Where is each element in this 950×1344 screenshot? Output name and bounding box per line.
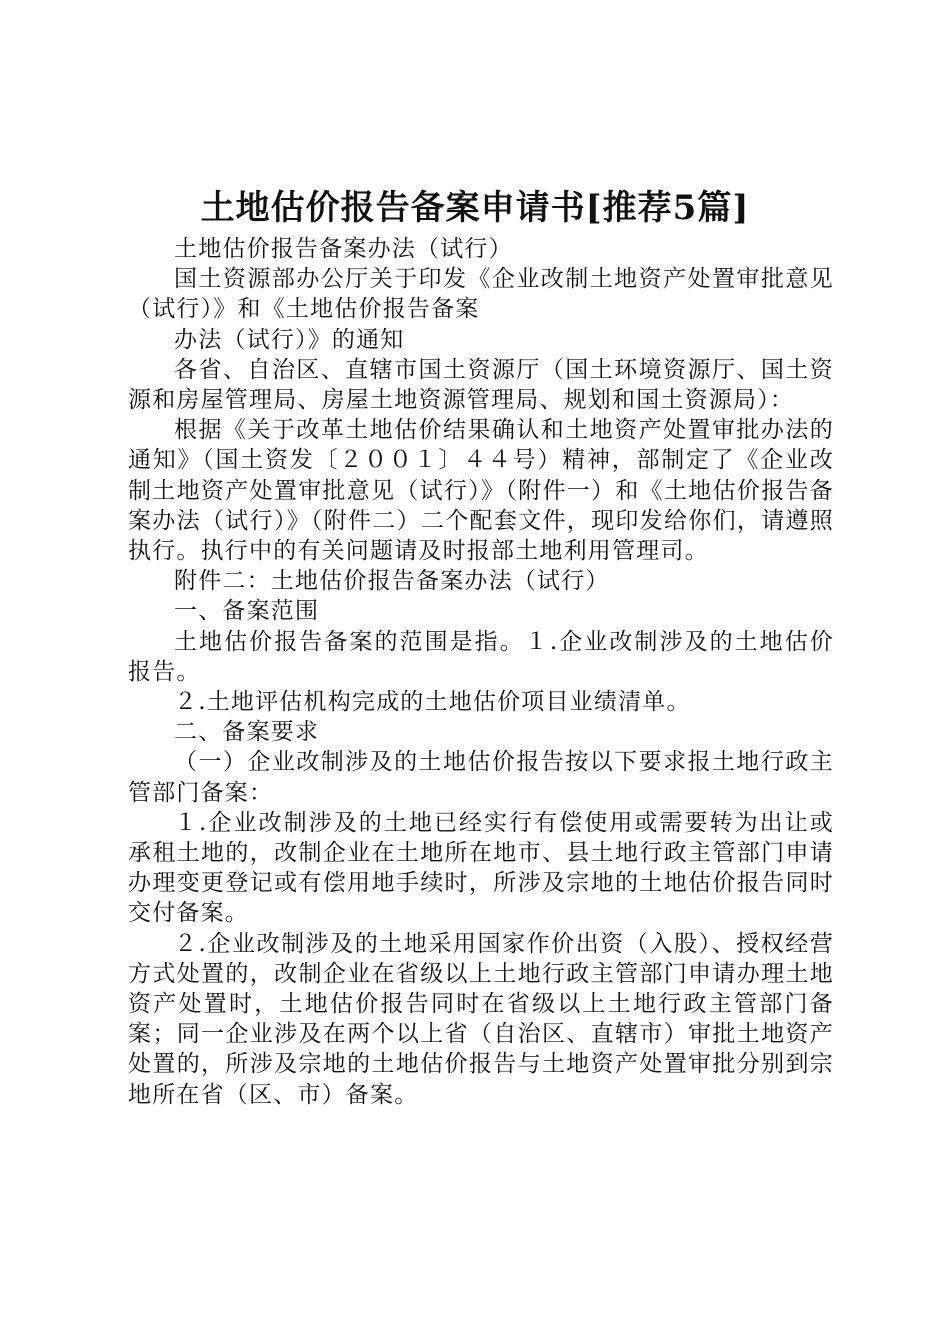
section-heading: 二、备案要求	[174, 719, 320, 746]
paragraph: 土地估价报告备案办法（试行）	[174, 236, 513, 262]
paragraph: ２.土地评估机构完成的土地估价项目业绩清单。	[174, 689, 691, 716]
paragraph: 办法（试行）》的通知	[174, 326, 405, 353]
section-heading: 一、备案范围	[174, 598, 320, 625]
paragraph: 根据《关于改革土地估价结果确认和土地资产处置审批办法的通知》（国土资发〔２００１〕４４号）精神，部制定了《企业改制土地资产处置审批意见（试行）》（附件一）和《土地估价报告备案办法（试行）》（附件二）二个配套文件，现印发给你们，请遵照执行。执行中的有关问题请及时报部土地利用管理司。	[128, 417, 834, 565]
document-body	[128, 234, 834, 1110]
paragraph: ２.企业改制涉及的土地采用国家作价出资（入股）、授权经营方式处置的，改制企业在省级以上土地行政主管部门申请办理土地资产处置时，土地估价报告同时在省级以上土地行政主管部门备案；同一企业涉及在两个以上省（自治区、直辖市）审批土地资产处置的，所涉及宗地的土地估价报告与土地资产处置审批分别到宗地所在省（区、市）备案。	[128, 930, 834, 1108]
paragraph: １.企业改制涉及的土地已经实行有偿使用或需要转为出让或承租土地的，改制企业在土地所在地市、县土地行政主管部门申请办理变更登记或有偿用地手续时，所涉及宗地的土地估价报告同时交付备案。	[128, 809, 834, 927]
paragraph: 国土资源部办公厅关于印发《企业改制土地资产处置审批意见（试行）》和《土地估价报告备案	[128, 266, 834, 323]
paragraph: 土地估价报告备案的范围是指。１.企业改制涉及的土地估价报告。	[128, 628, 834, 685]
paragraph: 各省、自治区、直辖市国土资源厅（国土环境资源厅、国土资源和房屋管理局、房屋土地资源管理局、规划和国土资源局）：	[128, 356, 834, 414]
document-title: 土地估价报告备案申请书[推荐5篇]	[200, 188, 750, 228]
paragraph: （一）企业改制涉及的土地估价报告按以下要求报土地行政主管部门备案：	[128, 749, 834, 806]
paragraph: 附件二：土地估价报告备案办法（试行）	[174, 568, 610, 595]
